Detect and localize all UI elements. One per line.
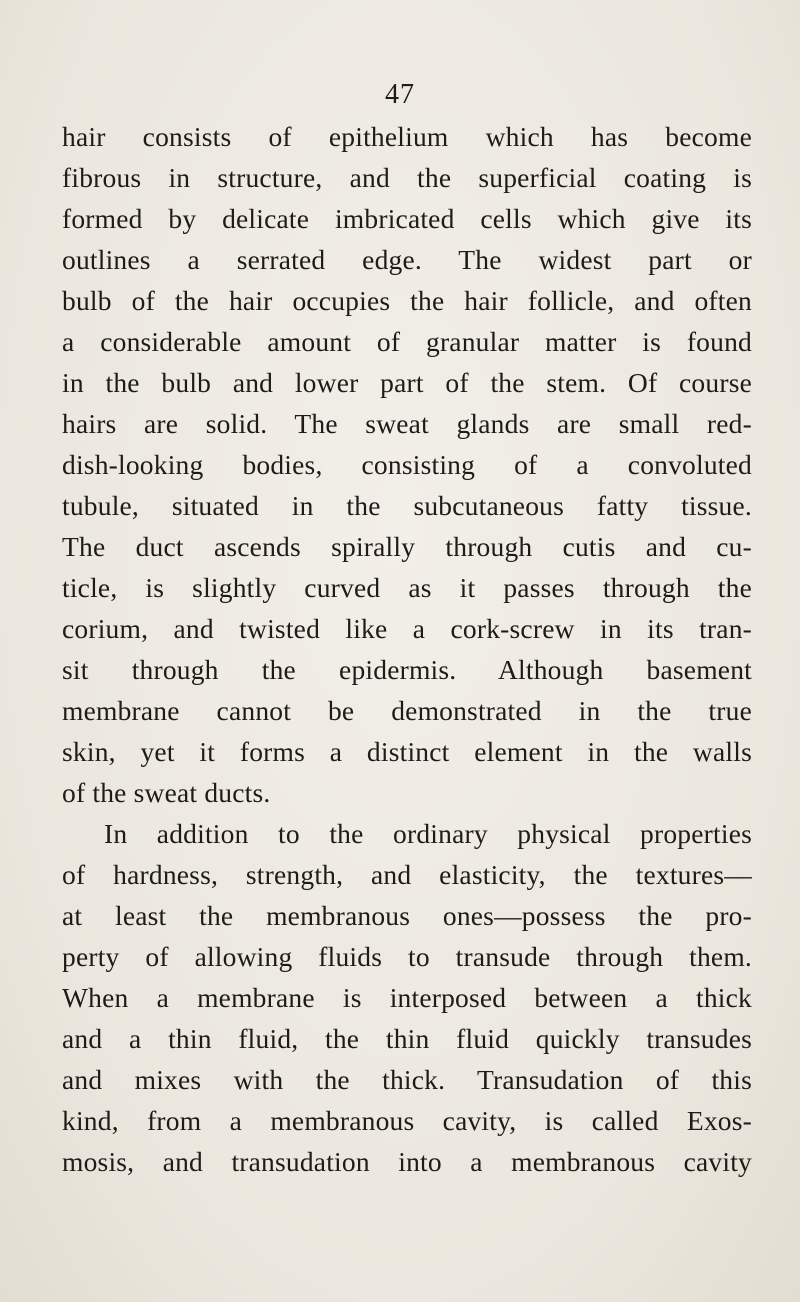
- text-line: membrane cannot be demonstrated in the true: [62, 695, 752, 726]
- page-number: 47: [385, 79, 415, 110]
- text-line: in the bulb and lower part of the stem. Of course: [62, 367, 752, 398]
- text-line: fibrous in structure, and the superficial coating is: [62, 162, 752, 193]
- text-line: sit through the epidermis. Although basement: [62, 654, 752, 685]
- text-line: of hardness, strength, and elasticity, the textures—: [62, 859, 752, 890]
- text-line: hair consists of epithelium which has become: [62, 121, 752, 152]
- text-line: formed by delicate imbricated cells which give its: [62, 203, 752, 234]
- text-line: and a thin fluid, the thin fluid quickly transudes: [62, 1023, 752, 1054]
- paragraph-end-line: of the sweat ducts.: [62, 777, 271, 808]
- text-line: perty of allowing fluids to transude through them.: [62, 941, 752, 972]
- text-line: bulb of the hair occupies the hair follicle, and often: [62, 285, 752, 316]
- text-line: outlines a serrated edge. The widest part or: [62, 244, 752, 275]
- text-line: When a membrane is interposed between a thick: [62, 982, 752, 1013]
- text-line: a considerable amount of granular matter is found: [62, 326, 752, 357]
- text-line: at least the membranous ones—possess the pro-: [62, 900, 752, 931]
- text-line: corium, and twisted like a cork-screw in its tran-: [62, 613, 752, 644]
- text-line: mosis, and transudation into a membranous cavity: [62, 1146, 752, 1177]
- text-line: skin, yet it forms a distinct element in the walls: [62, 736, 752, 767]
- text-line: and mixes with the thick. Transudation of this: [62, 1064, 752, 1095]
- text-line: hairs are solid. The sweat glands are small red-: [62, 408, 752, 439]
- text-line: The duct ascends spirally through cutis and cu-: [62, 531, 752, 562]
- paragraph-start-line: In addition to the ordinary physical properties: [104, 818, 752, 849]
- text-line: kind, from a membranous cavity, is called Exos-: [62, 1105, 752, 1136]
- text-line: dish-looking bodies, consisting of a convoluted: [62, 449, 752, 480]
- text-line: ticle, is slightly curved as it passes through the: [62, 572, 752, 603]
- text-line: tubule, situated in the subcutaneous fatty tissue.: [62, 490, 752, 521]
- body-text: [62, 116, 752, 1182]
